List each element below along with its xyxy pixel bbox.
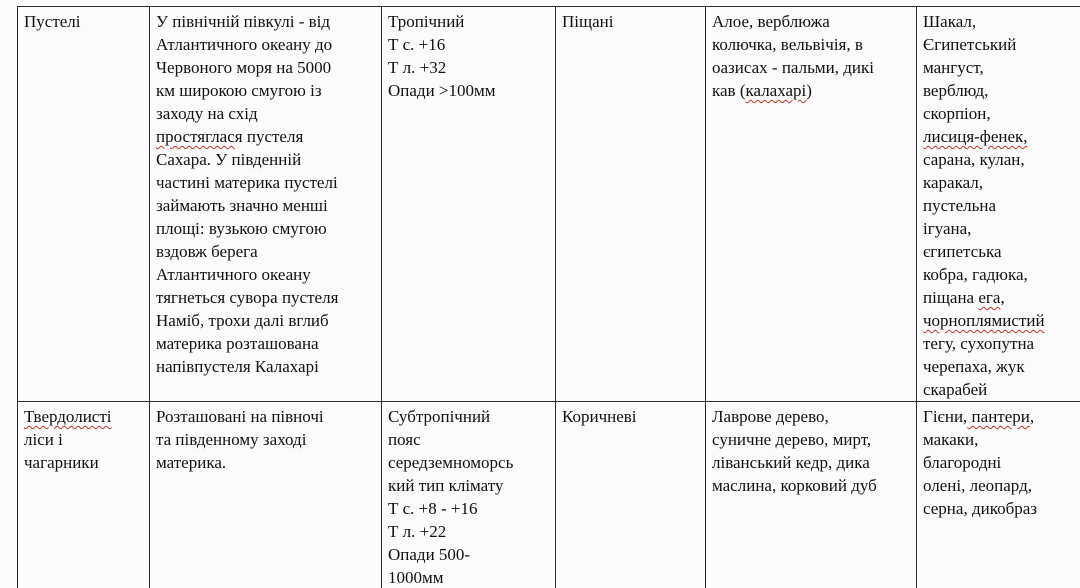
cell-line: частині материка пустелі (156, 173, 338, 192)
cell-line: кий тип клімату (388, 476, 504, 495)
cell-line: Т с. +8 - +16 (388, 499, 478, 518)
cell-line: Єгипетський (923, 35, 1017, 54)
cell-line: Т л. +22 (388, 522, 447, 541)
cell-line: ігуана, (923, 219, 972, 238)
cell-line: пустельна (923, 196, 996, 215)
cell-climate (382, 7, 556, 402)
table-row (18, 402, 1080, 588)
cell-line: середземноморсь (388, 453, 514, 472)
cell-line: Опади 500- (388, 545, 471, 564)
cell-zone (18, 402, 150, 588)
cell-line: піщана ега, (923, 288, 1005, 307)
cell-line: Твердолисті (24, 407, 112, 426)
cell-plants (706, 7, 917, 402)
cell-line: площі: вузькою смугою (156, 219, 327, 238)
cell-line: колючка, вельвічія, в (712, 35, 863, 54)
cell-line: лисиця-фенек, (923, 127, 1028, 146)
cell-line: маслина, корковий дуб (712, 476, 877, 495)
cell-line: пояс (388, 430, 421, 449)
cell-line: мангуст, (923, 58, 984, 77)
cell-plants (706, 402, 917, 588)
cell-line: Субтропічний (388, 407, 491, 426)
cell-line: кобра, гадюка, (923, 265, 1028, 284)
table-body (18, 7, 1080, 588)
cell-line: ліванський кедр, дика (712, 453, 870, 472)
cell-line: Тропічний (388, 12, 465, 31)
cell-line: 1000мм (388, 568, 444, 587)
cell-line: Алое, верблюжа (712, 12, 830, 31)
natural-zones-table (17, 6, 1080, 588)
cell-line: вздовж берега (156, 242, 258, 261)
cell-line: Коричневі (562, 407, 637, 426)
cell-line: Гієни, пантери, (923, 407, 1035, 426)
cell-line: єгипетська (923, 242, 1002, 261)
cell-line: каракал, (923, 173, 984, 192)
cell-line: Пустелі (24, 12, 81, 31)
cell-line: заходу на схід (156, 104, 258, 123)
cell-line: скорпіон, (923, 104, 991, 123)
cell-line: суничне дерево, мирт, (712, 430, 872, 449)
cell-line: Опади >100мм (388, 81, 496, 100)
cell-line: Шакал, (923, 12, 977, 31)
cell-line: оазисах - пальми, дикі (712, 58, 874, 77)
cell-zone (18, 7, 150, 402)
cell-line: Т л. +32 (388, 58, 447, 77)
cell-line: Лаврове дерево, (712, 407, 829, 426)
cell-line: км широкою смугою із (156, 81, 322, 100)
cell-line: благородні (923, 453, 1002, 472)
cell-line: олені, леопард, (923, 476, 1032, 495)
cell-line: тегу, сухопутна (923, 334, 1035, 353)
cell-location (150, 7, 382, 402)
cell-soil (556, 402, 706, 588)
cell-line: займають значно менші (156, 196, 328, 215)
cell-line: чагарники (24, 453, 99, 472)
cell-climate (382, 402, 556, 588)
cell-soil (556, 7, 706, 402)
cell-line: напівпустеля Калахарі (156, 357, 319, 376)
cell-location (150, 402, 382, 588)
cell-line: Сахара. У південній (156, 150, 302, 169)
cell-line: ліси і (24, 430, 63, 449)
cell-line: Атлантичного океану (156, 265, 311, 284)
cell-line: сарана, кулан, (923, 150, 1025, 169)
cell-line: скарабей (923, 380, 988, 399)
cell-line: Наміб, трохи далі вглиб (156, 311, 329, 330)
table-row (18, 7, 1080, 402)
cell-line: материка. (156, 453, 227, 472)
cell-line: макаки, (923, 430, 979, 449)
cell-line: Атлантичного океану до (156, 35, 333, 54)
cell-line: тягнеться сувора пустеля (156, 288, 339, 307)
cell-line: верблюд, (923, 81, 989, 100)
cell-line: чорноплямистий (923, 311, 1045, 330)
cell-line: кав (калахарі) (712, 81, 812, 100)
cell-line: простяглася пустеля (156, 127, 304, 146)
cell-animals (917, 7, 1080, 402)
cell-animals (917, 402, 1080, 588)
cell-line: Т с. +16 (388, 35, 446, 54)
cell-line: Червоного моря на 5000 (156, 58, 332, 77)
cell-line: черепаха, жук (923, 357, 1025, 376)
cell-line: Розташовані на півночі (156, 407, 324, 426)
cell-line: серна, дикобраз (923, 499, 1037, 518)
cell-line: материка розташована (156, 334, 319, 353)
cell-line: та південному заході (156, 430, 307, 449)
cell-line: У північній півкулі - від (156, 12, 331, 31)
cell-line: Піщані (562, 12, 614, 31)
